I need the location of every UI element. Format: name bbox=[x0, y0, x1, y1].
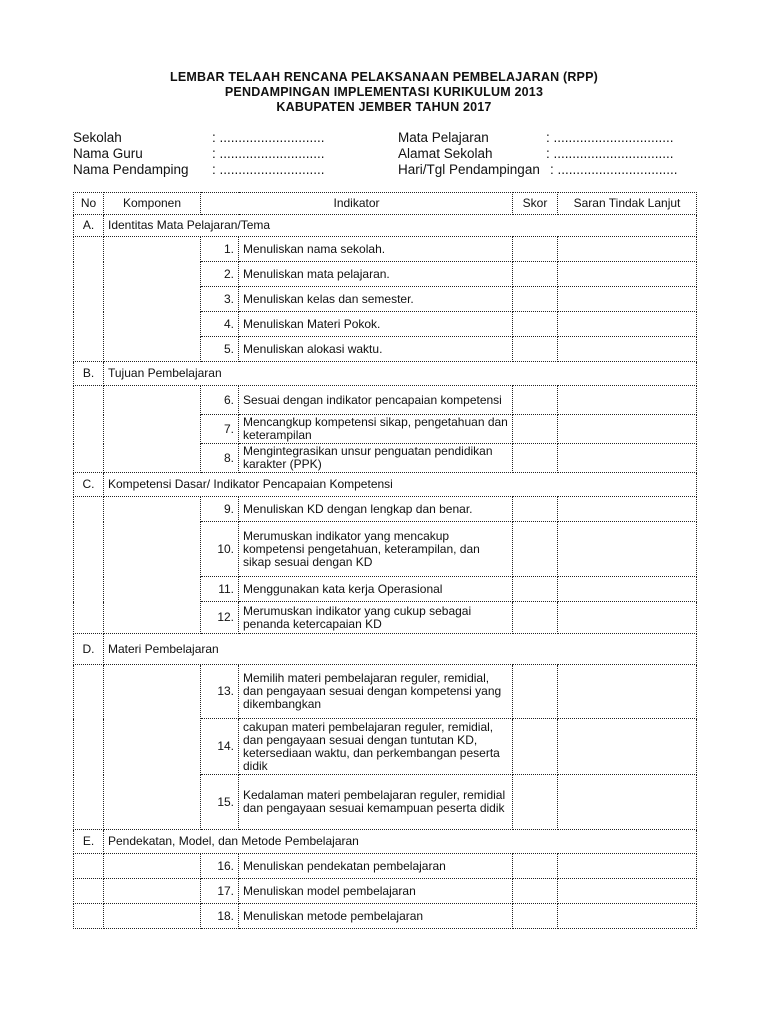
item-indicator: Menuliskan Materi Pokok. bbox=[239, 312, 513, 337]
section-title: Tujuan Pembelajaran bbox=[104, 362, 697, 386]
saran-cell[interactable] bbox=[558, 444, 697, 473]
no-cell bbox=[74, 879, 104, 904]
skor-cell[interactable] bbox=[513, 237, 558, 262]
info-label-mata-pelajaran: Mata Pelajaran bbox=[398, 130, 489, 145]
saran-cell[interactable] bbox=[558, 602, 697, 634]
skor-cell[interactable] bbox=[513, 312, 558, 337]
item-indicator: cakupan materi pembelajaran reguler, remidial, dan pengayaan sesuai dengan tuntutan KD, ketersediaan waktu, dan perkembangan peserta didik bbox=[239, 719, 513, 775]
section-letter: D. bbox=[74, 634, 104, 665]
section-row-a bbox=[74, 215, 697, 237]
section-row-e bbox=[74, 830, 697, 854]
item-indicator: Menuliskan kelas dan semester. bbox=[239, 287, 513, 312]
section-title: Pendekatan, Model, dan Metode Pembelajaran bbox=[104, 830, 697, 854]
item-number: 1. bbox=[201, 237, 239, 262]
item-indicator: Menuliskan mata pelajaran. bbox=[239, 262, 513, 287]
info-value-nama-pendamping: : ............................ bbox=[212, 162, 325, 177]
table-row bbox=[74, 665, 697, 719]
skor-cell[interactable] bbox=[513, 665, 558, 719]
item-indicator: Merumuskan indikator yang mencakup kompetensi pengetahuan, keterampilan, dan sikap sesuai dengan KD bbox=[239, 522, 513, 577]
item-number: 18. bbox=[201, 904, 239, 929]
section-title: Kompetensi Dasar/ Indikator Pencapaian Kompetensi bbox=[104, 473, 697, 497]
saran-cell[interactable] bbox=[558, 237, 697, 262]
item-indicator: Mencangkup kompetensi sikap, pengetahuan dan keterampilan bbox=[239, 415, 513, 444]
item-number: 2. bbox=[201, 262, 239, 287]
skor-cell[interactable] bbox=[513, 386, 558, 415]
item-indicator: Memilih materi pembelajaran reguler, remidial, dan pengayaan sesuai dengan kompetensi yang dikembangkan bbox=[239, 665, 513, 719]
no-cell bbox=[74, 904, 104, 929]
item-number: 7. bbox=[201, 415, 239, 444]
skor-cell[interactable] bbox=[513, 262, 558, 287]
komponen-cell bbox=[104, 854, 201, 879]
table-row bbox=[74, 904, 697, 929]
skor-cell[interactable] bbox=[513, 415, 558, 444]
info-value-mata-pelajaran: : ................................ bbox=[546, 130, 674, 145]
item-number: 11. bbox=[201, 577, 239, 602]
item-indicator: Menuliskan KD dengan lengkap dan benar. bbox=[239, 497, 513, 522]
saran-cell[interactable] bbox=[558, 904, 697, 929]
info-value-hari-tgl: : ................................ bbox=[550, 162, 678, 177]
no-cell bbox=[74, 497, 104, 634]
komponen-cell bbox=[104, 665, 201, 830]
rpp-review-table bbox=[73, 192, 697, 929]
item-number: 17. bbox=[201, 879, 239, 904]
info-value-sekolah: : ............................ bbox=[212, 130, 325, 145]
item-number: 9. bbox=[201, 497, 239, 522]
item-number: 10. bbox=[201, 522, 239, 577]
item-number: 15. bbox=[201, 775, 239, 830]
section-letter: C. bbox=[74, 473, 104, 497]
saran-cell[interactable] bbox=[558, 522, 697, 577]
info-label-sekolah: Sekolah bbox=[73, 130, 122, 145]
no-cell bbox=[74, 386, 104, 473]
table-row bbox=[74, 386, 697, 415]
info-value-alamat-sekolah: : ................................ bbox=[546, 146, 674, 161]
saran-cell[interactable] bbox=[558, 287, 697, 312]
no-cell bbox=[74, 665, 104, 830]
skor-cell[interactable] bbox=[513, 444, 558, 473]
saran-cell[interactable] bbox=[558, 879, 697, 904]
item-indicator: Menuliskan metode pembelajaran bbox=[239, 904, 513, 929]
komponen-cell bbox=[104, 237, 201, 362]
section-row-c bbox=[74, 473, 697, 497]
section-letter: A. bbox=[74, 215, 104, 237]
info-label-hari-tgl: Hari/Tgl Pendampingan bbox=[398, 162, 540, 177]
saran-cell[interactable] bbox=[558, 497, 697, 522]
skor-cell[interactable] bbox=[513, 577, 558, 602]
saran-cell[interactable] bbox=[558, 719, 697, 775]
info-block-right bbox=[398, 130, 698, 178]
saran-cell[interactable] bbox=[558, 854, 697, 879]
info-label-nama-guru: Nama Guru bbox=[73, 146, 143, 161]
komponen-cell bbox=[104, 879, 201, 904]
header-komponen: Komponen bbox=[104, 193, 201, 215]
skor-cell[interactable] bbox=[513, 522, 558, 577]
item-number: 6. bbox=[201, 386, 239, 415]
komponen-cell bbox=[104, 497, 201, 634]
item-indicator: Menuliskan alokasi waktu. bbox=[239, 337, 513, 362]
skor-cell[interactable] bbox=[513, 602, 558, 634]
table-header-row bbox=[74, 193, 697, 215]
saran-cell[interactable] bbox=[558, 665, 697, 719]
header-no: No bbox=[74, 193, 104, 215]
skor-cell[interactable] bbox=[513, 719, 558, 775]
item-indicator: Menuliskan model pembelajaran bbox=[239, 879, 513, 904]
header-skor: Skor bbox=[513, 193, 558, 215]
info-label-alamat-sekolah: Alamat Sekolah bbox=[398, 146, 493, 161]
komponen-cell bbox=[104, 904, 201, 929]
saran-cell[interactable] bbox=[558, 775, 697, 830]
item-number: 8. bbox=[201, 444, 239, 473]
item-number: 4. bbox=[201, 312, 239, 337]
item-number: 5. bbox=[201, 337, 239, 362]
saran-cell[interactable] bbox=[558, 312, 697, 337]
table-row bbox=[74, 854, 697, 879]
info-label-nama-pendamping: Nama Pendamping bbox=[73, 162, 189, 177]
item-number: 13. bbox=[201, 665, 239, 719]
doc-title-line2: PENDAMPINGAN IMPLEMENTASI KURIKULUM 2013 bbox=[224, 85, 544, 99]
info-block-left bbox=[73, 130, 373, 178]
header-indikator: Indikator bbox=[201, 193, 513, 215]
no-cell bbox=[74, 237, 104, 362]
table-row bbox=[74, 237, 697, 262]
item-number: 12. bbox=[201, 602, 239, 634]
item-number: 14. bbox=[201, 719, 239, 775]
item-indicator: Menggunakan kata kerja Operasional bbox=[239, 577, 513, 602]
item-number: 16. bbox=[201, 854, 239, 879]
saran-cell[interactable] bbox=[558, 337, 697, 362]
skor-cell[interactable] bbox=[513, 337, 558, 362]
komponen-cell bbox=[104, 386, 201, 473]
saran-cell[interactable] bbox=[558, 262, 697, 287]
saran-cell[interactable] bbox=[558, 415, 697, 444]
skor-cell[interactable] bbox=[513, 854, 558, 879]
doc-title-line3: KABUPATEN JEMBER TAHUN 2017 bbox=[276, 100, 492, 114]
section-row-b bbox=[74, 362, 697, 386]
table-row bbox=[74, 497, 697, 522]
section-title: Identitas Mata Pelajaran/Tema bbox=[104, 215, 697, 237]
item-indicator: Sesuai dengan indikator pencapaian kompetensi bbox=[239, 386, 513, 415]
saran-cell[interactable] bbox=[558, 386, 697, 415]
no-cell bbox=[74, 854, 104, 879]
section-title: Materi Pembelajaran bbox=[104, 634, 697, 665]
item-indicator: Menuliskan nama sekolah. bbox=[239, 237, 513, 262]
item-indicator: Merumuskan indikator yang cukup sebagai penanda ketercapaian KD bbox=[239, 602, 513, 634]
table-row bbox=[74, 879, 697, 904]
skor-cell[interactable] bbox=[513, 879, 558, 904]
doc-title-line1: LEMBAR TELAAH RENCANA PELAKSANAAN PEMBELAJARAN (RPP) bbox=[170, 70, 598, 84]
skor-cell[interactable] bbox=[513, 904, 558, 929]
saran-cell[interactable] bbox=[558, 577, 697, 602]
item-number: 3. bbox=[201, 287, 239, 312]
item-indicator: Mengintegrasikan unsur penguatan pendidikan karakter (PPK) bbox=[239, 444, 513, 473]
item-indicator: Kedalaman materi pembelajaran reguler, remidial dan pengayaan sesuai kemampuan peserta didik bbox=[239, 775, 513, 830]
info-value-nama-guru: : ............................ bbox=[212, 146, 325, 161]
skor-cell[interactable] bbox=[513, 287, 558, 312]
section-letter: B. bbox=[74, 362, 104, 386]
skor-cell[interactable] bbox=[513, 497, 558, 522]
skor-cell[interactable] bbox=[513, 775, 558, 830]
section-letter: E. bbox=[74, 830, 104, 854]
section-row-d bbox=[74, 634, 697, 665]
header-saran: Saran Tindak Lanjut bbox=[558, 193, 697, 215]
item-indicator: Menuliskan pendekatan pembelajaran bbox=[239, 854, 513, 879]
